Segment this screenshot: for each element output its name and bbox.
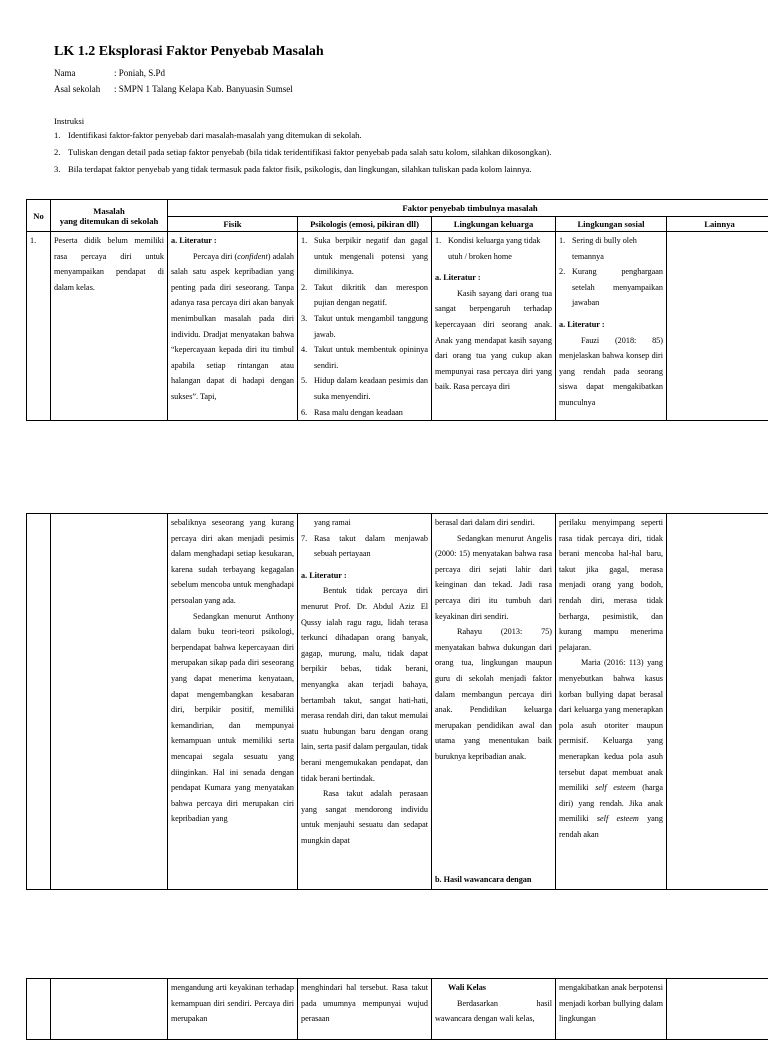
- list-item: 2. Kurang penghargaan setelah menyampaikan jawaban: [559, 264, 663, 311]
- fisik-paragraph: Percaya diri (confident) adalah salah satu aspek kepribadian yang penting pada diri seseorang. Tanpa adanya rasa percaya diri akan banyak menimbulkan masalah pada diri individu. Dradjat menyatakan bahwa “kepercayaan kepada diri itu timbul apabila setiap rintangan atau halangan dapat di hadapi dengan sukses”. Tapi,: [171, 249, 294, 405]
- faktor-table-page-3: [26, 978, 768, 1040]
- header-masalah: Masalah yang ditemukan di sekolah: [51, 200, 168, 232]
- list-item: 4. Takut untuk membentuk opininya sendiri.: [301, 342, 428, 373]
- keluarga-literatur-heading: a. Literatur :: [435, 270, 552, 286]
- table-row: [27, 232, 768, 421]
- faktor-table-page-2: [26, 513, 768, 890]
- psikologis-literatur-heading: a. Literatur :: [301, 568, 428, 584]
- psikologis-paragraph: Rasa takut adalah perasaan yang sangat mendorong individu untuk menjauhi sesuatu dan sedapat mungkin dapat: [301, 786, 428, 848]
- keluarga-paragraph: Kasih sayang dari orang tua sangat berpengaruh terhadap kepercayaan diri seorang anak. Anak yang mendapat kasih sayang dari orang tua yang cukup akan mempunyai rasa percaya diri yang baik. Rasa percaya diri: [435, 286, 552, 395]
- instruction-item: 2. Tuliskan dengan detail pada setiap faktor penyebab (bila tidak teridentifikasi faktor penyebab pada salah satu kolom, silahkan dikosongkan).: [54, 147, 551, 157]
- nama-row: [54, 68, 165, 78]
- fisik-cell: [171, 515, 294, 888]
- keluarga-paragraph: Sedangkan menurut Angelis (2000: 15) menyatakan bahwa rasa percaya diri sejati lahir dari keinginan dan tekad. Jadi rasa percaya diri itu tumbuh dari keyakinan diri sendiri.: [435, 531, 552, 625]
- row-number: 1.: [30, 233, 47, 419]
- header-faktor: Faktor penyebab timbulnya masalah: [168, 200, 768, 217]
- faktor-table-page-1: [26, 199, 768, 421]
- instruction-item: 3. Bila terdapat faktor penyebab yang tidak termasuk pada faktor fisik, psikologis, dan lingkungan, silahkan tuliskan pada kolom lainnya.: [54, 164, 532, 174]
- list-item: 5. Hidup dalam keadaan pesimis dan suka menyendiri.: [301, 373, 428, 404]
- nama-label: Nama: [54, 68, 114, 78]
- fisik-paragraph: sebaliknya seseorang yang kurang percaya diri akan menjadi pesimis dalam menghadapi setiap kesukaran, karena sudah terbayang kegagalan sebelum mencoba untuk menghadapi persoalan yang ada.: [171, 515, 294, 609]
- list-item: 1. Kondisi keluarga yang tidak utuh / broken home: [435, 233, 552, 264]
- sekolah-label: Asal sekolah: [54, 84, 114, 94]
- keluarga-paragraph: berasal dari dalam diri sendiri.: [435, 515, 552, 531]
- sekolah-row: [54, 84, 293, 94]
- sosial-literatur-heading: a. Literatur :: [559, 317, 663, 333]
- lainnya-cell: [670, 233, 768, 419]
- lainnya-cell: [670, 980, 768, 1038]
- fisik-paragraph: Sedangkan menurut Anthony dalam buku teori-teori psikologi, berpendapat bahwa kepercayaan diri merupakan sikap pada diri seseorang yang dapat menerima kenyataan, dapat mengembangkan kesabaran diri, berpikir positif, memiliki kemandirian, dan mempunyai kemampuan untuk memiliki serta mencapai segala sesuatu yang diinginkan. Hal ini senada dengan pendapat Kumara yang menyatakan bahwa percaya diri merupakan ciri kepribadian yang: [171, 609, 294, 827]
- fisik-literatur-heading: a. Literatur :: [171, 233, 294, 249]
- psikologis-cell: menghindari hal tersebut. Rasa takut pada umumnya mempunyai wujud perasaan: [301, 980, 428, 1038]
- list-item: 1. Sering di bully oleh temannya: [559, 233, 663, 264]
- list-item: 7. Rasa takut dalam menjawab sebuah pertayaan: [301, 531, 428, 562]
- header-psikologis: Psikologis (emosi, pikiran dll): [298, 217, 432, 232]
- lainnya-cell: [670, 515, 768, 888]
- fisik-cell: [171, 233, 294, 419]
- list-item: 1. Suka berpikir negatif dan gagal untuk mengenali potensi yang dimilikinya.: [301, 233, 428, 280]
- list-item-continuation: yang ramai: [301, 515, 428, 531]
- header-fisik: Fisik: [168, 217, 298, 232]
- sosial-paragraph: Fauzi (2018: 85) menjelaskan bahwa konsep diri yang rendah pada seorang siswa dapat mengakibatkan munculnya: [559, 333, 663, 411]
- keluarga-cell: [435, 233, 552, 419]
- keluarga-paragraph: Rahayu (2013: 75) menyatakan bahwa dukungan dari orang tua, lingkungan maupun guru di sekolah menjadi faktor dalam membangun percaya diri anak. Pendidikan keluarga merupakan pendidikan awal dan utama yang menentukan baik buruknya kepribadian anak.: [435, 624, 552, 764]
- fisik-cell: mengandung arti keyakinan terhadap kemampuan diri sendiri. Percaya diri merupakan: [171, 980, 294, 1038]
- sosial-paragraph: perilaku menyimpang seperti rasa tidak percaya diri, tidak berani mencoba hal-hal baru, takut jika gagal, merasa menjadi orang yang bodoh, rendah diri, merasa tidak berharga, pesimistik, dan kurang mampu menerima pelajaran.: [559, 515, 663, 655]
- psikologis-paragraph: Bentuk tidak percaya diri menurut Prof. Dr. Abdul Aziz El Qussy ialah ragu ragu, lidah terasa terkunci dihadapan orang banyak, gagap, murung, malu, tidak dapat berpikir bebas, tidak berani, menyangka akan terjadi bahaya, bertambah takut, sangat hati-hati, merasa rendah diri, dan takut memulai suatu hubungan baru dengan orang lain, serta pasif dalam pergaulan, tidak berani mengemukakan pendapat, dan tidak berani bertindak.: [301, 583, 428, 786]
- sosial-cell: [559, 233, 663, 419]
- sosial-cell: [559, 515, 663, 888]
- table-row: [27, 514, 768, 890]
- sekolah-value: : SMPN 1 Talang Kelapa Kab. Banyuasin Sumsel: [114, 84, 293, 94]
- header-keluarga: Lingkungan keluarga: [432, 217, 556, 232]
- list-item: 6. Rasa malu dengan keadaan: [301, 405, 428, 419]
- table-row: [27, 979, 768, 1040]
- keluarga-cell: [435, 980, 552, 1038]
- header-no: No: [27, 200, 51, 232]
- psikologis-cell: [301, 233, 428, 419]
- list-item: 2. Takut dikritik dan merespon pujian dengan negatif.: [301, 280, 428, 311]
- psikologis-cell: [301, 515, 428, 888]
- keluarga-paragraph: Berdasarkan hasil wawancara dengan wali kelas,: [435, 996, 552, 1027]
- header-sosial: Lingkungan sosial: [556, 217, 667, 232]
- keluarga-cell: [435, 515, 552, 888]
- sosial-cell: mengakibatkan anak berpotensi menjadi korban bullying dalam lingkungan: [559, 980, 663, 1038]
- keluarga-wawancara-heading: b. Hasil wawancara dengan: [435, 872, 531, 888]
- list-item: 3. Takut untuk mengambil tanggung jawab.: [301, 311, 428, 342]
- instruction-item: 1. Identifikasi faktor-faktor penyebab dari masalah-masalah yang ditemukan di sekolah.: [54, 130, 362, 140]
- masalah-text: Peserta didik belum memiliki rasa percaya diri untuk menyampaikan pendapat di dalam kelas.: [54, 233, 164, 419]
- header-lainnya: Lainnya: [667, 217, 768, 232]
- sosial-paragraph: Maria (2016: 113) yang menyebutkan bahwa kasus korban bullying dapat berasal dari keluarga yang menerapkan pola asuh otoriter maupun permisif. Keluarga yang menerapkan kedua pola asuh tersebut dapat membuat anak memiliki self esteem (harga diri) yang rendah. Jika anak memiliki self esteem yang rendah akan: [559, 655, 663, 842]
- keluarga-wawancara-heading: Wali Kelas: [435, 980, 552, 996]
- page-title: LK 1.2 Eksplorasi Faktor Penyebab Masalah: [54, 44, 324, 60]
- instructions-heading: Instruksi: [54, 116, 84, 126]
- nama-value: : Poniah, S.Pd: [114, 68, 165, 78]
